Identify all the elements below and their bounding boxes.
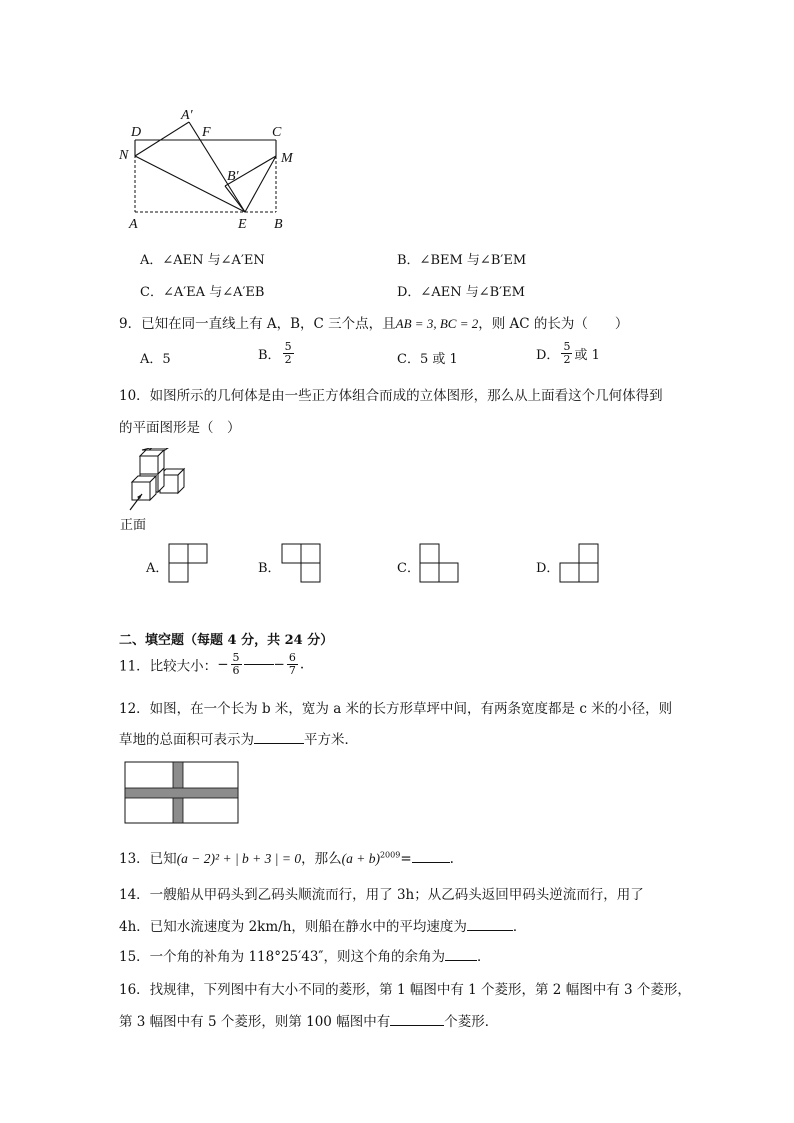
cube-solid-figure [118, 448, 193, 513]
label-b-prime: B′ [227, 169, 239, 184]
q8-option-b: B．∠BEM 与∠B′EM [397, 253, 527, 268]
q9-option-d-label: D． [536, 348, 560, 363]
q11-f2-denominator: 7 [288, 664, 296, 677]
q13-expression-2: (a + b) [341, 851, 380, 866]
fold-rectangle-figure [110, 100, 310, 235]
q11-end: . [299, 656, 305, 673]
q13 [119, 847, 454, 867]
q11-answer-blank[interactable] [244, 664, 274, 665]
label-b: B [274, 217, 283, 232]
label-a-prime: A′ [181, 108, 193, 123]
q12-line-2-pre: 草地的总面积可表示为 [119, 732, 254, 748]
q9-option-c: C．5 或 1 [397, 352, 458, 367]
q12-line-1: 12．如图，在一个长为 b 米，宽为 a 米的长方形草坪中间，有两条宽度都是 c 米的小径，则 [119, 701, 673, 717]
label-a: A [129, 217, 138, 232]
q9-option-b-numerator: 5 [284, 340, 292, 353]
q11-f2-numerator: 6 [288, 651, 296, 664]
q15-answer-blank[interactable] [445, 960, 477, 961]
q13-exponent: 2009 [379, 850, 401, 860]
q9-stem [119, 312, 628, 332]
q9-option-d-denominator: 2 [563, 353, 571, 366]
label-c: C [272, 125, 282, 140]
q9-option-a: A．5 [140, 352, 171, 367]
q13-equals: = [400, 851, 412, 867]
q16-line-1: 16．找规律，下列图中有大小不同的菱形，第 1 幅图中有 1 个菱形，第 2 幅图中有 3 个菱形， [119, 982, 691, 998]
q12-line-2-post: 平方米． [304, 732, 358, 748]
q10-option-b: B． [258, 561, 281, 576]
q11-pre: 11．比较大小： [119, 658, 218, 675]
section-two-heading: 二、填空题（每题 4 分，共 24 分） [119, 633, 334, 648]
q11-neg-1: − [217, 656, 229, 673]
label-m: M [281, 151, 293, 166]
q11-fraction-1 [231, 652, 242, 677]
q16-line-2-post: 个菱形． [444, 1014, 499, 1030]
q16-line-2-pre: 第 3 幅图中有 5 个菱形，则第 100 幅图中有 [119, 1014, 391, 1030]
q10-option-c: C． [397, 561, 420, 576]
q14-line-2-pre: 4h．已知水流速度为 2km/h，则船在静水中的平均速度为 [119, 919, 467, 935]
q16-line-2 [119, 1010, 498, 1030]
q12-line-2 [119, 728, 358, 748]
q16-answer-blank[interactable] [390, 1025, 444, 1026]
q9-option-b-fraction [283, 341, 294, 366]
q9-stem-post: ，则 AC 的长为（ ） [478, 316, 629, 332]
q10-option-d: D． [536, 561, 560, 576]
q9-option-d [536, 341, 600, 366]
q10-line-1: 10．如图所示的几何体是由一些正方体组合而成的立体图形，那么从上面看这个几何体得到 [119, 388, 663, 404]
q11-neg-2: − [273, 656, 285, 673]
q14-line-2 [119, 915, 526, 935]
q11 [119, 652, 304, 677]
q14-line-1: 14．一艘船从甲码头到乙码头顺流而行，用了 3h；从乙码头返回甲码头逆流而行，用了 [119, 887, 644, 903]
q13-expression: (a − 2)² + | b + 3 | = 0 [176, 851, 302, 866]
q9-stem-pre: 9．已知在同一直线上有 A，B，C 三个点，且 [119, 316, 396, 332]
q10-option-a: A． [146, 561, 169, 576]
q10-line-2: 的平面图形是（ ） [119, 420, 241, 436]
q9-option-d-fraction [561, 341, 572, 366]
q13-answer-blank[interactable] [412, 862, 450, 863]
q15-pre: 15．一个角的补角为 118°25′43″，则这个角的余角为 [119, 949, 445, 965]
q9-option-b [258, 341, 296, 366]
q9-condition: AB = 3, BC = 2 [395, 316, 479, 331]
q13-end: . [449, 851, 454, 867]
label-f: F [202, 125, 211, 140]
q8-option-a: A．∠AEN 与∠A′EN [140, 253, 265, 268]
label-d: D [131, 125, 142, 140]
q10-option-c-figure [419, 543, 461, 583]
q9-option-b-label: B． [258, 348, 281, 363]
lawn-with-paths-figure [124, 761, 240, 825]
label-n: N [119, 148, 129, 163]
q14-answer-blank[interactable] [467, 930, 513, 931]
q9-option-d-post: 或 1 [574, 348, 600, 363]
q14-line-2-post: ． [512, 919, 527, 935]
q9-option-d-numerator: 5 [563, 340, 571, 353]
label-e: E [238, 217, 247, 232]
q13-mid: ，那么 [301, 851, 342, 867]
q13-pre: 13．已知 [119, 851, 177, 867]
q9-option-b-denominator: 2 [284, 353, 292, 366]
q10-option-b-figure [281, 543, 323, 583]
q8-option-d: D．∠AEN 与∠B′EM [397, 285, 525, 300]
q11-fraction-2 [287, 652, 298, 677]
q15 [119, 945, 490, 965]
q11-f1-numerator: 5 [232, 651, 240, 664]
front-view-label: 正面 [120, 518, 147, 533]
q10-option-d-figure [559, 543, 601, 583]
q12-answer-blank[interactable] [254, 743, 304, 744]
q10-option-a-figure [168, 543, 210, 583]
q11-f1-denominator: 6 [232, 664, 240, 677]
q8-option-c: C．∠A′EA 与∠A′EB [140, 285, 265, 300]
q15-post: ． [476, 949, 491, 965]
